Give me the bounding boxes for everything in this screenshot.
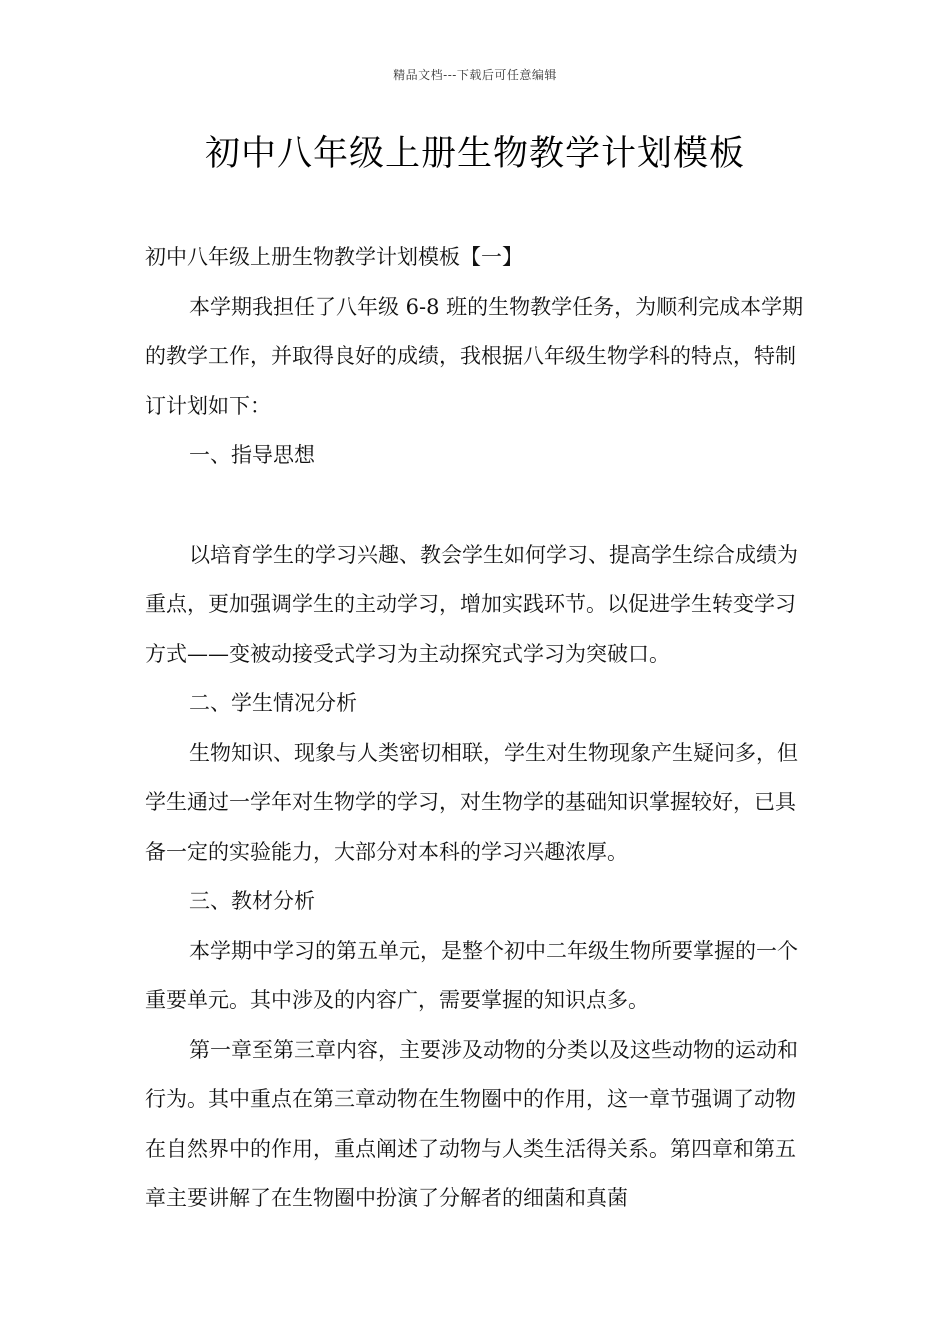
section-heading-guiding-ideology: 一、指导思想 [189,443,315,467]
guiding-ideology-paragraph: 以培育学生的学习兴趣、教会学生如何学习、提高学生综合成绩为重点，更加强调学生的主动学习，增加实践环节。以促进学生转变学习方式——变被动接受式学习为主动探究式学习为突破口。 [145,542,798,666]
document-title: 初中八年级上册生物教学计划模板 [204,134,745,174]
subtitle-heading: 初中八年级上册生物教学计划模板【一】 [145,245,523,269]
intro-paragraph: 本学期我担任了八年级 6-8 班的生物教学任务，为顺利完成本学期的教学工作，并取得良好的成绩，我根据八年级生物学科的特点，特制订计划如下： [145,294,804,418]
student-analysis-paragraph: 生物知识、现象与人类密切相联，学生对生物现象产生疑问多，但学生通过一学年对生物学的学习，对生物学的基础知识掌握较好，已具备一定的实验能力，大部分对本科的学习兴趣浓厚。 [145,740,798,864]
header-note: 精品文档---下载后可任意编辑 [393,68,557,82]
textbook-analysis-paragraph-2: 第一章至第三章内容，主要涉及动物的分类以及这些动物的运动和行为。其中重点在第三章动物在生物圈中的作用，这一章节强调了动物在自然界中的作用，重点阐述了动物与人类生活得关系。第四章和第五章主要讲解了在生物圈中扮演了分解者的细菌和真菌 [145,1037,798,1210]
blank-gap [145,481,810,531]
document-body [145,233,810,1224]
textbook-analysis-paragraph-1: 本学期中学习的第五单元，是整个初中二年级生物所要掌握的一个重要单元。其中涉及的内容广，需要掌握的知识点多。 [145,938,798,1012]
section-heading-student-analysis: 二、学生情况分析 [189,691,357,715]
section-heading-textbook-analysis: 三、教材分析 [189,889,315,913]
